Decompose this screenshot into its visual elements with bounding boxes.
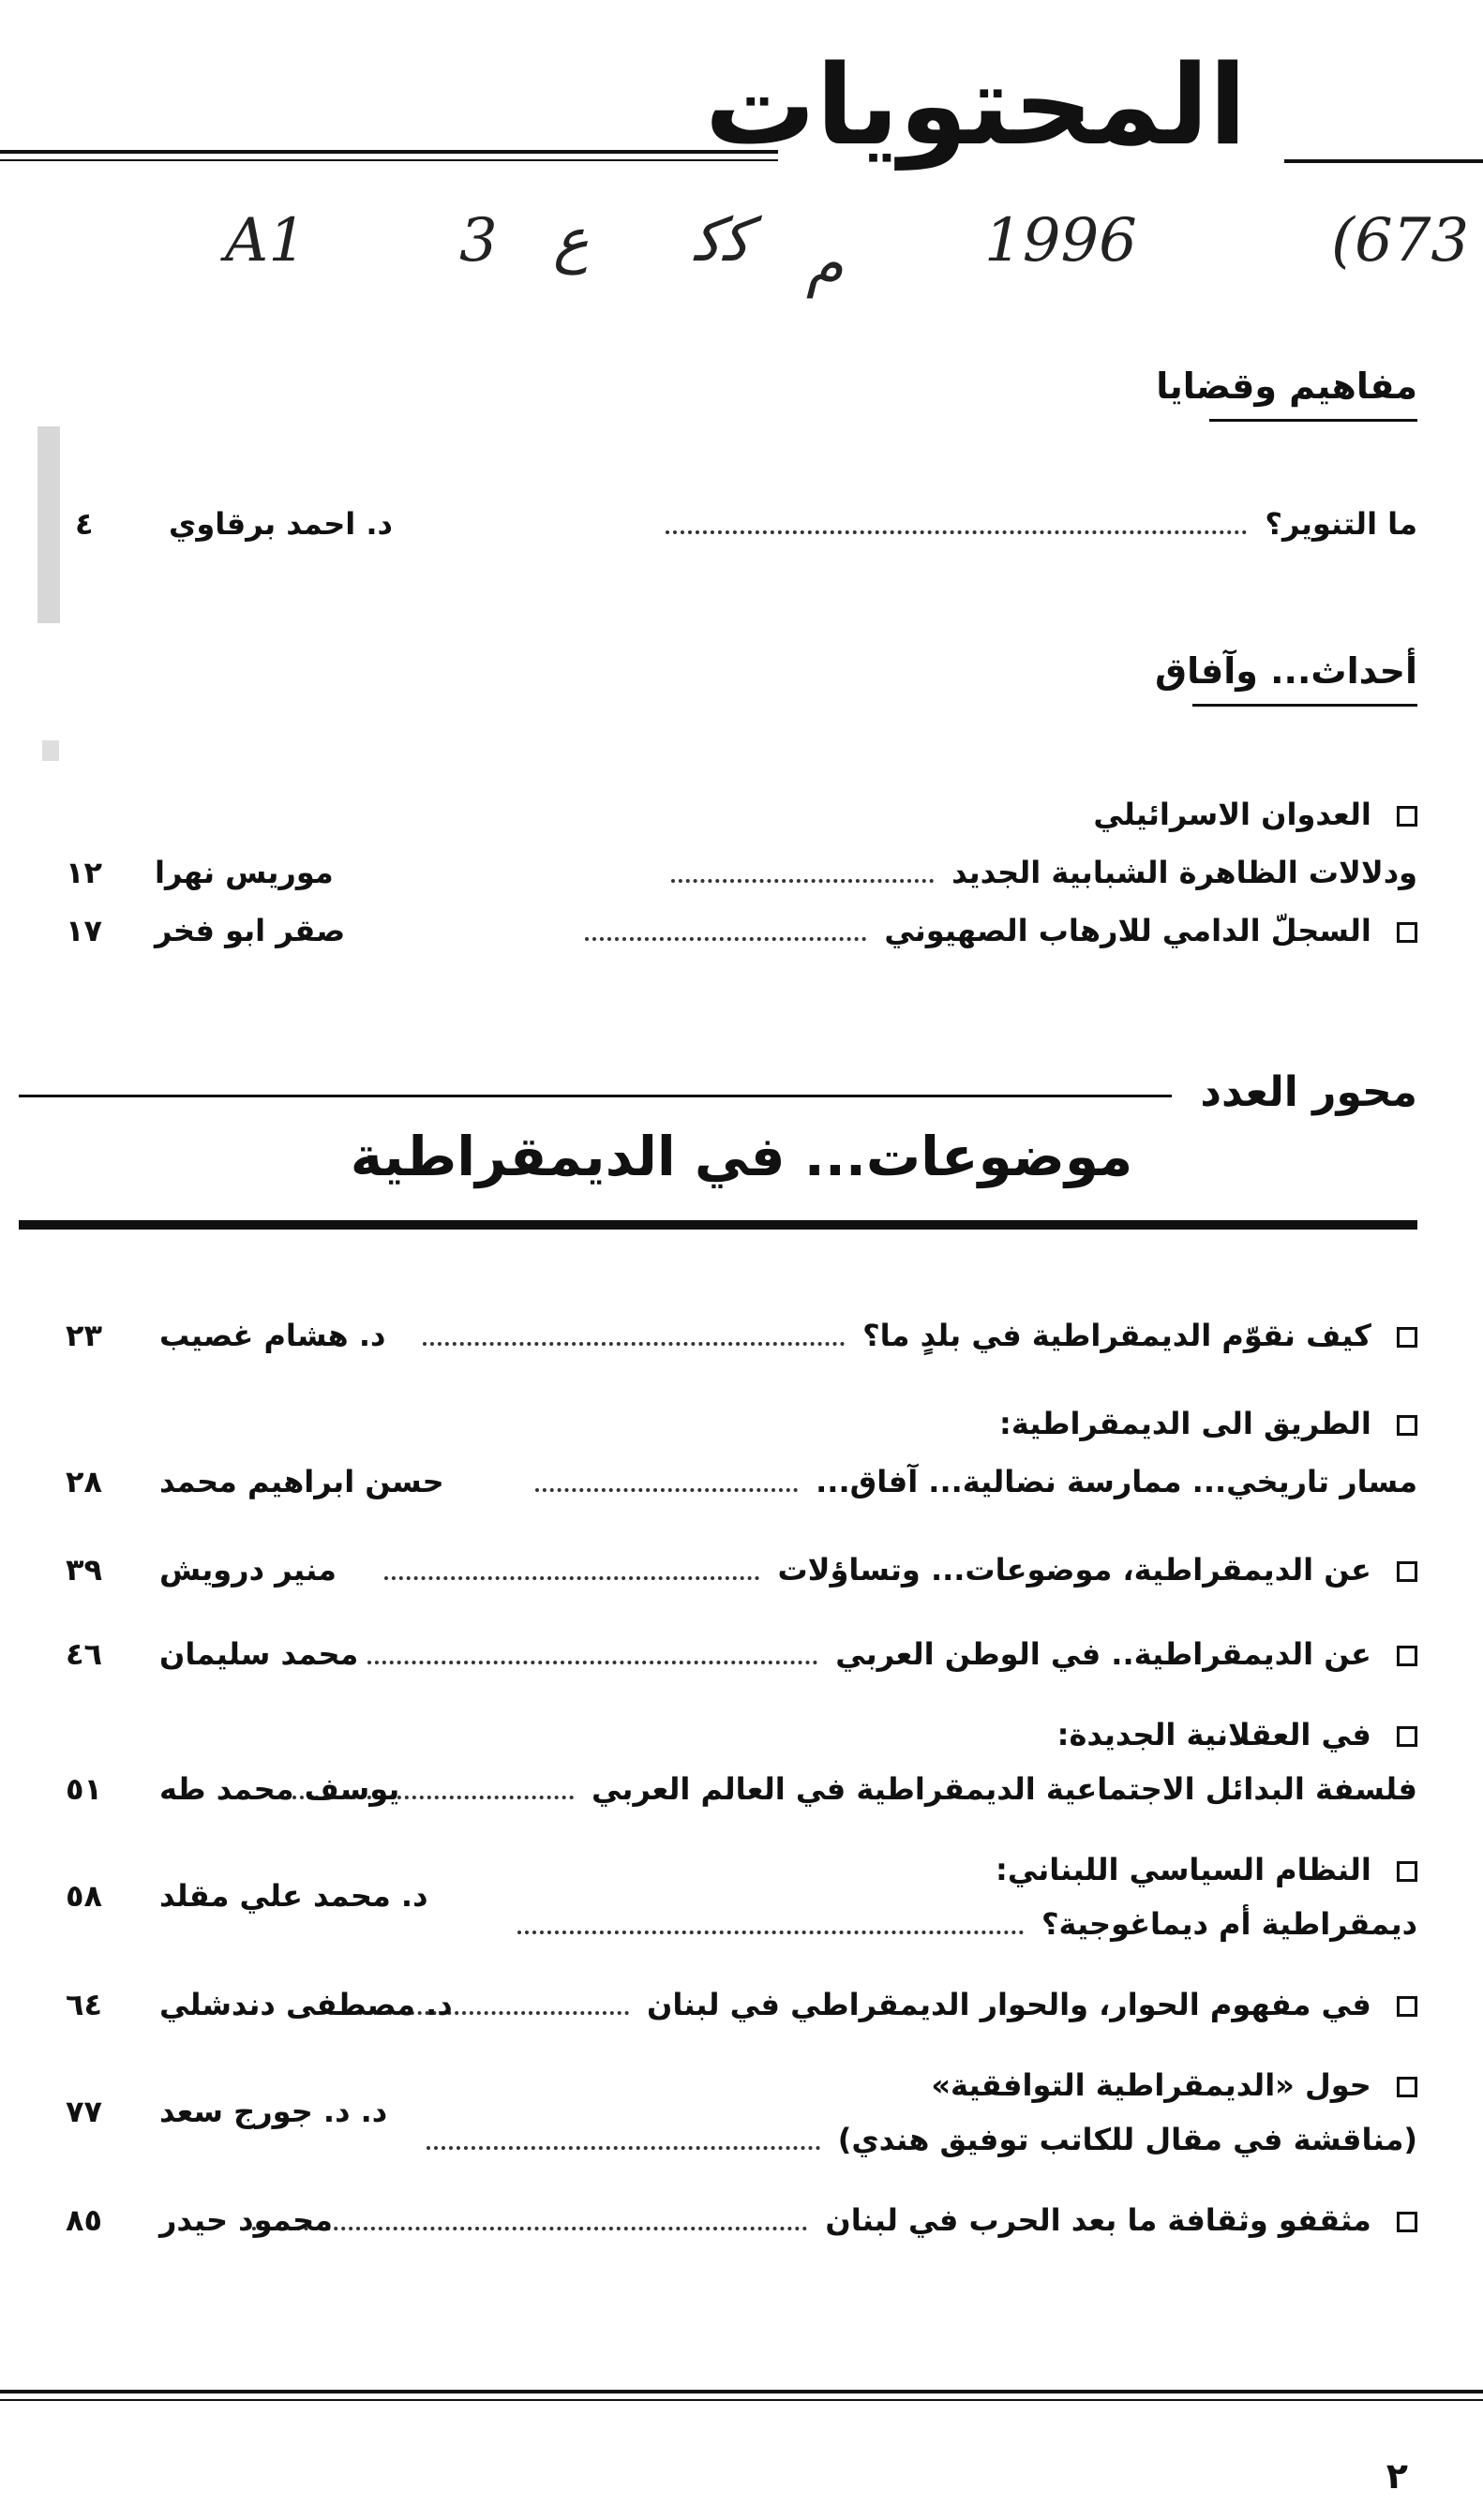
checkbox-icon <box>1397 922 1417 943</box>
section-heading: أحداث... وآفاق <box>1155 650 1417 693</box>
toc-entry[interactable] <box>37 1717 1417 1752</box>
entry-author: موريس نهرا <box>155 855 334 890</box>
entry-author: يوسف محمد طه <box>159 1771 400 1807</box>
page-title: المحتويات <box>704 40 1247 170</box>
dot-leader <box>585 917 866 941</box>
checkbox-icon <box>1397 1646 1417 1666</box>
entry-page: ٢٨ <box>66 1464 103 1499</box>
entry-author: د. هشام غصيب <box>159 1318 386 1353</box>
entry-author: د. محمد علي مقلد <box>159 1878 428 1914</box>
dot-leader <box>423 1321 845 1346</box>
entry-author: د. د. جورج سعد <box>159 2094 388 2129</box>
entry-title: السجلّ الدامي للارهاب الصهيوني <box>884 913 1371 948</box>
toc-entry-continued[interactable] <box>37 1771 1417 1807</box>
top-rule-left <box>0 150 778 154</box>
dot-leader <box>535 1468 798 1492</box>
entry-title: حول «الديمقراطية التوافقية» <box>931 2067 1371 2103</box>
handwritten-note-6: 1996 <box>984 206 1137 276</box>
section-underline <box>1209 419 1417 422</box>
entry-page: ٥٨ <box>66 1878 103 1914</box>
page-number: ٢ <box>1386 2455 1408 2497</box>
handwritten-note-1: A1 <box>225 206 307 276</box>
handwritten-note-2: 3 <box>459 206 498 276</box>
entry-title: النظام السياسي اللبناني: <box>996 1852 1371 1887</box>
toc-entry[interactable] <box>37 1987 1417 2022</box>
entry-page: ٤ <box>75 506 94 542</box>
entry-title: عن الديمقراطية، موضوعات... وتساؤلات <box>777 1552 1371 1588</box>
entry-page: ٤٦ <box>66 1636 103 1672</box>
toc-entry[interactable] <box>37 797 1417 832</box>
focus-label: محور العدد <box>1200 1068 1417 1116</box>
entry-page: ٣٩ <box>66 1552 103 1588</box>
entry-title: في مفهوم الحوار، والحوار الديمقراطي في لبنان <box>647 1987 1371 2022</box>
checkbox-icon <box>1397 1861 1417 1882</box>
handwritten-note-4: ﮐﮐ <box>694 206 751 276</box>
entry-author: حسن ابراهيم محمد <box>159 1464 444 1499</box>
handwritten-note-3: ع <box>553 206 590 276</box>
handwritten-note-5: م <box>806 230 844 299</box>
focus-title: موضوعات... في الديمقراطية <box>350 1125 1133 1188</box>
entry-page: ٨٥ <box>66 2202 103 2238</box>
entry-page: ٧٧ <box>66 2094 103 2129</box>
entry-author: د. مصطفى دندشلي <box>159 1987 453 2022</box>
checkbox-icon <box>1397 2212 1417 2232</box>
toc-entry-continued[interactable] <box>37 855 1417 890</box>
entry-subtitle: ودلالات الظاهرة الشبابية الجديد <box>951 855 1417 890</box>
entry-subtitle: (مناقشة في مقال للكاتب توفيق هندي) <box>837 2122 1417 2157</box>
top-rule-right <box>1284 159 1483 163</box>
toc-entry[interactable] <box>37 1636 1417 1672</box>
footer-rule <box>0 2390 1483 2393</box>
toc-entry[interactable] <box>37 913 1417 948</box>
footer-rule-thin <box>0 2399 1483 2401</box>
toc-entry[interactable] <box>37 1318 1417 1353</box>
toc-entry[interactable] <box>37 1552 1417 1588</box>
entry-title: في العقلانية الجديدة: <box>1056 1717 1371 1752</box>
entry-page: ٦٤ <box>66 1987 103 2022</box>
handwritten-note-7: (673 <box>1331 206 1470 276</box>
checkbox-icon <box>1397 2077 1417 2097</box>
section-heading: مفاهيم وقضايا <box>1156 365 1417 409</box>
entry-author: د. احمد برقاوي <box>169 506 393 542</box>
entry-title: كيف نقوّم الديمقراطية في بلدٍ ما؟ <box>862 1318 1371 1353</box>
toc-entry[interactable] <box>37 2202 1417 2238</box>
entry-title: مثقفو وثقافة ما بعد الحرب في لبنان <box>825 2202 1371 2238</box>
focus-rule-bottom <box>19 1220 1417 1230</box>
entry-subtitle: ديمقراطية أم ديماغوجية؟ <box>1041 1906 1417 1942</box>
dot-leader <box>671 858 934 883</box>
entry-title: الطريق الى الديمقراطية: <box>999 1406 1371 1441</box>
entry-title: العدوان الاسرائيلي <box>1093 797 1371 832</box>
entry-page: ٢٣ <box>66 1318 103 1353</box>
toc-entry-continued[interactable] <box>37 2094 1417 2157</box>
focus-rule-top <box>19 1095 1172 1097</box>
entry-title: ما التنوير؟ <box>1265 506 1417 542</box>
scan-artifact <box>42 740 59 761</box>
entry-subtitle: فلسفة البدائل الاجتماعية الديمقراطية في العالم العربي <box>592 1771 1417 1807</box>
checkbox-icon <box>1397 1726 1417 1747</box>
entry-author: محمود حيدر <box>159 2202 333 2238</box>
checkbox-icon <box>1397 806 1417 827</box>
checkbox-icon <box>1397 1415 1417 1436</box>
top-rule-left-thin <box>0 159 778 161</box>
dot-leader <box>367 1640 817 1664</box>
toc-entry[interactable] <box>37 1406 1417 1441</box>
checkbox-icon <box>1397 1327 1417 1348</box>
toc-entry-continued[interactable] <box>37 1878 1417 1942</box>
dot-leader <box>384 1556 759 1580</box>
toc-entry[interactable] <box>37 506 1417 542</box>
entry-subtitle: مسار تاريخي... ممارسة نضالية... آفاق... <box>816 1464 1417 1499</box>
section-underline <box>1192 704 1417 707</box>
entry-page: ١٧ <box>66 913 103 948</box>
entry-page: ٥١ <box>66 1771 103 1807</box>
entry-author: صقر ابو فخر <box>155 913 346 948</box>
entry-page: ١٢ <box>66 855 103 890</box>
entry-author: محمد سليمان <box>159 1636 359 1672</box>
entry-author: منير درويش <box>159 1552 337 1588</box>
toc-entry-continued[interactable] <box>37 1464 1417 1499</box>
dot-leader <box>427 2125 820 2150</box>
dot-leader <box>666 510 1247 534</box>
checkbox-icon <box>1397 1996 1417 2017</box>
dot-leader <box>517 1910 1024 1934</box>
checkbox-icon <box>1397 1561 1417 1582</box>
entry-title: عن الديمقراطية.. في الوطن العربي <box>835 1636 1371 1672</box>
